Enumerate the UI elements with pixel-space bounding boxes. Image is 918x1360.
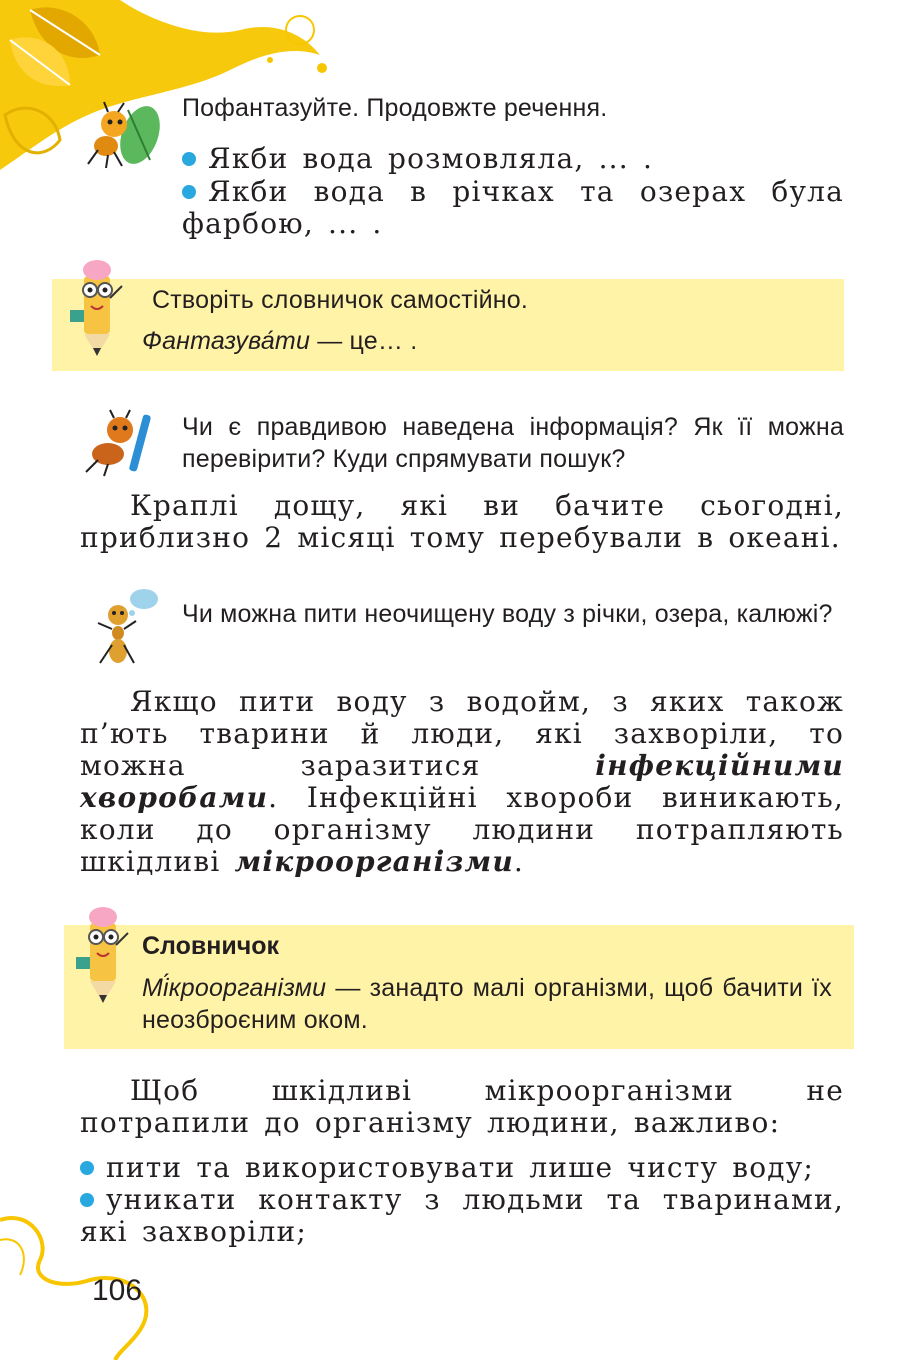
final-intro: Щоб шкідливі мікроорганізми не потрапили до організму людини, важливо: <box>80 1074 844 1139</box>
ant-pen-icon <box>80 408 160 478</box>
wave-decoration <box>0 1200 170 1360</box>
ant-thought-icon <box>92 585 162 667</box>
list-item: Якби вода розмовляла, ... . <box>182 143 844 175</box>
dictionary-task-term: Фантазува́ти <box>142 327 311 355</box>
bullet-icon <box>80 1161 94 1175</box>
key-term: інфекційними хворобами <box>80 749 844 814</box>
pencil-mascot-icon <box>72 905 142 1005</box>
glossary-term: Мі́кроорганізми <box>142 974 327 1002</box>
page-number: 106 <box>92 1274 143 1307</box>
list-item: Якби вода в річках та озерах була фарбою, ... . <box>182 175 844 240</box>
key-term: мікроорганізми <box>234 845 514 878</box>
task1-prompt: Пофантазуйте. Продовжте речення. <box>182 94 608 122</box>
bullet-icon <box>182 152 196 166</box>
pencil-mascot-icon <box>66 258 136 358</box>
bullet-icon <box>182 185 196 199</box>
glossary-definition: Мі́кроорганізми — занадто малі організми, щоб бачити їх неозброєним оком. <box>142 974 832 1034</box>
glossary-title: Словничок <box>142 932 280 960</box>
task3-paragraph: Якщо пити воду з водойм, з яких також п’ють тварини й люди, які захворіли, то можна заразитися інфекційними хворобами. Інфекційні хвороби виникають, коли до організму людини потрапляють шкідливі мікроорганізми. <box>80 685 844 878</box>
ant-leaf-icon <box>78 100 163 170</box>
dictionary-task-instruction: Створіть словничок самостійно. <box>152 286 529 314</box>
dictionary-task-line: Фантазува́ти — це… . <box>142 327 418 355</box>
list-item: уникати контакту з людьми та тваринами, які захворіли; <box>80 1183 844 1248</box>
task3-prompt: Чи можна пити неочищену воду з річки, озера, калюжі? <box>182 600 833 628</box>
task2-fact: Краплі дощу, які ви бачите сьогодні, приблизно 2 місяці тому перебували в океані. <box>80 489 844 554</box>
task2-prompt: Чи є правдивою наведена інформація? Як її можна перевірити? Куди спрямувати пошук? <box>182 413 844 473</box>
list-item: пити та використовувати лише чисту воду; <box>80 1152 844 1184</box>
